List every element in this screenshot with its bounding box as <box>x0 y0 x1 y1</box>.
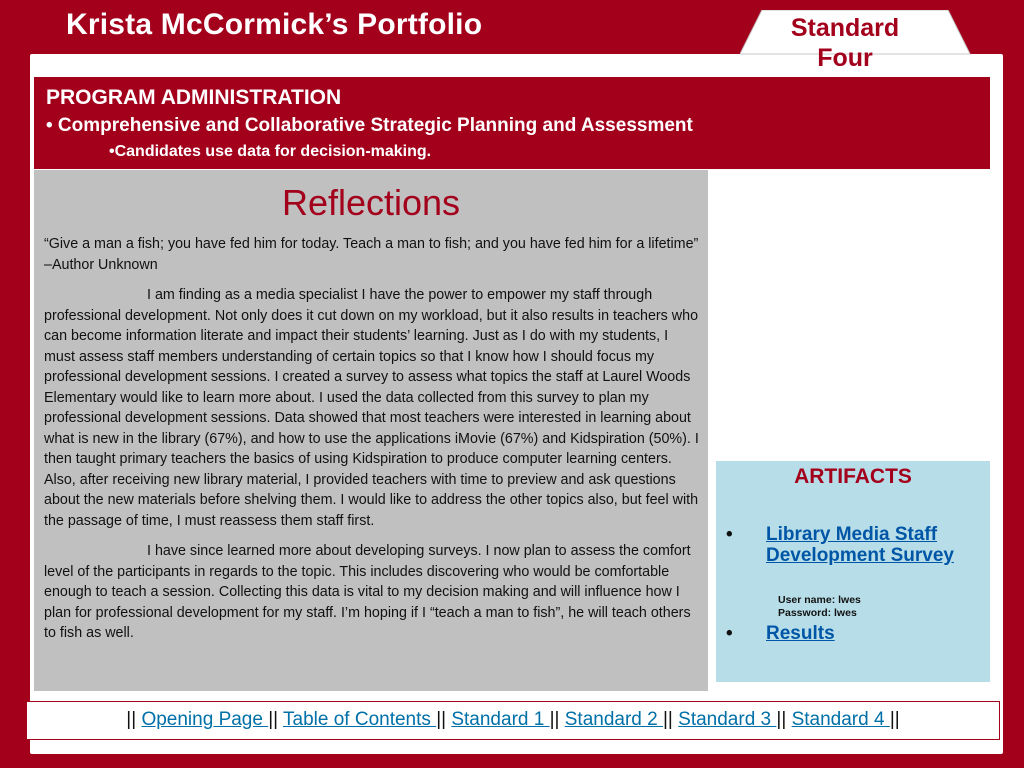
standard-tab <box>740 10 972 72</box>
nav-table-of-contents-link[interactable]: Table of Contents <box>283 709 437 730</box>
tab-label <box>740 13 950 73</box>
reflections-title: Reflections <box>281 182 461 223</box>
results-link[interactable]: Results <box>766 623 835 644</box>
tab-label-line2: Four <box>817 44 873 72</box>
tab-label-line1: Standard <box>790 14 900 42</box>
reflections-paragraph-1: I am finding as a media specialist I have the power to empower my staff through professional development. Not only does it cut down on my workload, but it also results in teachers who can become information literate and impact their students’ learning. Just as I do with my students, I must assess staff members understanding of certain topics so that I know how I should focus my professional development sessions. I created a survey to assess what topics the staff at Laurel Woods Elementary would like to learn more about. I used the data collected from this survey to plan my professional development sessions. Data showed that most teachers were interested in learning about what is new in the library (67%), and how to use the applications iMovie (67%) and Kidspiration (50%). I then taught primary teachers the basics of using Kidspiration to produce computer learning centers. Also, after receiving new library material, I provided teachers with time to preview and ask questions about the new materials before shelving them. I would like to address the other topics also, but feel with the passage of time, I must reassess them staff first. <box>44 287 699 529</box>
nav-separator: || <box>436 709 447 730</box>
page-title: Krista McCormick’s Portfolio <box>66 8 483 41</box>
nav-standard-4-link[interactable]: Standard 4 <box>791 709 890 730</box>
nav-separator: || <box>268 709 279 730</box>
nav-separator: || <box>889 709 900 730</box>
library-media-survey-link[interactable]: Library Media Staff Development Survey <box>766 524 954 566</box>
banner-title: PROGRAM ADMINISTRATION <box>46 86 342 109</box>
reflections-quote: “Give a man a fish; you have fed him for today. Teach a man to fish; and you have fed him for a lifetime” –Author Unknown <box>44 236 699 273</box>
nav-separator: || <box>663 709 673 730</box>
standard-banner <box>34 77 990 169</box>
reflections-paragraph-2: I have since learned more about developing surveys. I now plan to assess the comfort level of the participants in regards to the topic. This includes discovering who would be comfortable enough to teach a session. Collecting this data is vital to my decision making and will influence how I plan for professional development for my staff. I’m hoping if I “teach a man to fish”, he will teach others to fish as well. <box>44 543 691 641</box>
survey-username: User name: lwes <box>778 594 861 606</box>
bullet-icon: • <box>726 623 733 644</box>
banner-subbullet: •Candidates use data for decision-making. <box>109 143 432 160</box>
survey-password: Password: lwes <box>778 607 857 619</box>
nav-standard-2-link[interactable]: Standard 2 <box>564 709 663 730</box>
artifact-bullet-2 <box>726 623 754 645</box>
banner-bullet: • Comprehensive and Collaborative Strategic Planning and Assessment <box>46 115 693 136</box>
reflections-body <box>44 234 699 654</box>
artifact-item-survey <box>766 524 981 566</box>
artifacts-panel <box>716 461 990 682</box>
nav-opening-page-link[interactable]: Opening Page <box>141 709 269 730</box>
artifact-bullet-1 <box>726 524 754 546</box>
nav-separator: || <box>776 709 787 730</box>
nav-standard-1-link[interactable]: Standard 1 <box>451 709 550 730</box>
nav-separator: || <box>126 709 137 730</box>
footer-navigation <box>26 701 1000 740</box>
artifact-item-results <box>766 623 981 644</box>
nav-separator: || <box>549 709 560 730</box>
bullet-icon: • <box>726 524 733 545</box>
artifacts-title: ARTIFACTS <box>794 465 912 488</box>
reflections-panel <box>34 170 708 691</box>
nav-standard-3-link[interactable]: Standard 3 <box>678 709 777 730</box>
